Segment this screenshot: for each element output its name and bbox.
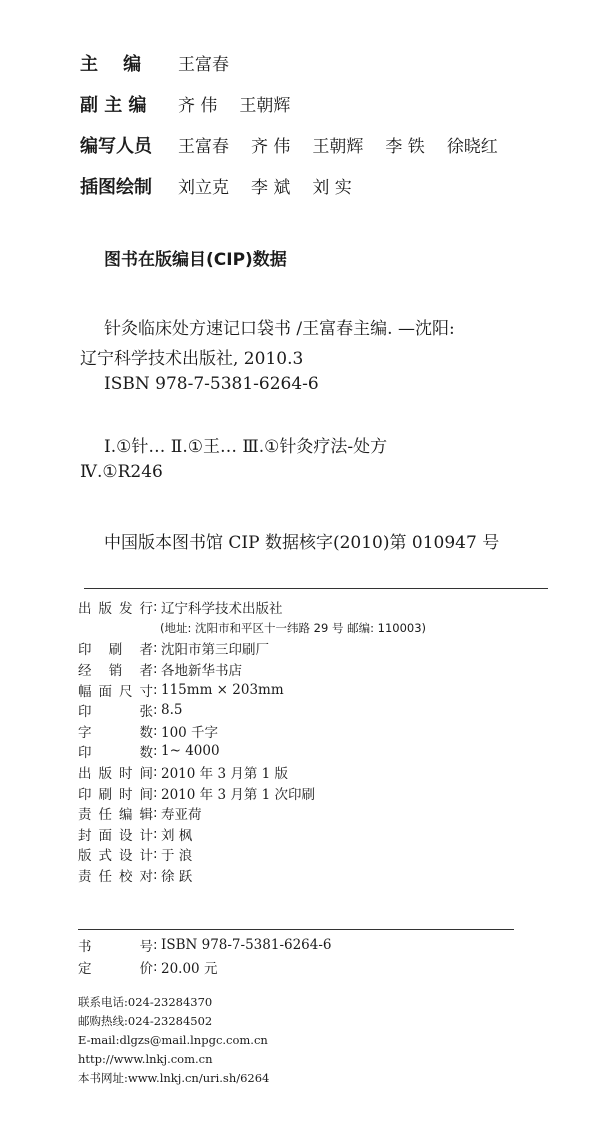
cip-classification	[80, 432, 580, 492]
pub-row: 印 张 : 8.5	[78, 702, 183, 721]
credit-row-illustrators	[80, 173, 520, 214]
field-value: 8.5	[161, 702, 183, 719]
cip-title: 图书在版编目(CIP)数据	[104, 250, 287, 270]
field-value: 1~ 4000	[161, 743, 220, 760]
field-label: 出 版 时 间	[78, 766, 153, 783]
field-value: 各地新华书店	[161, 663, 242, 680]
field-label: 封 面 设 计	[78, 827, 153, 844]
field-value: 刘 枫	[161, 827, 193, 844]
credit-row-editor	[80, 50, 520, 91]
field-label: 印 刷 者	[78, 642, 153, 659]
pub-row: 封 面 设 计 : 刘 枫	[78, 825, 193, 844]
contact-row: http : //www.lnkj.com.cn	[78, 1051, 213, 1066]
cip-line: 辽宁科学技术出版社, 2010.3	[80, 349, 304, 369]
credit-row-deputy-editor	[80, 91, 520, 132]
field-label: 幅 面 尺 寸	[78, 683, 153, 700]
field-label: 书 号	[78, 939, 153, 955]
credit-label: 插图绘制	[80, 177, 152, 198]
credits-block	[80, 50, 520, 214]
credit-name: 王朝辉	[312, 137, 364, 157]
pub-row: 字 数 : 100 千字	[78, 722, 219, 741]
price: 20.00 元	[161, 961, 218, 977]
field-label: 印 刷 时 间	[78, 786, 153, 803]
publication-details	[78, 597, 538, 885]
cip-line: 针灸临床处方速记口袋书 /王富春主编. —沈阳:	[104, 319, 455, 339]
price-row: 定 价 : 20.00 元	[78, 959, 218, 977]
contact-info	[78, 992, 269, 1087]
contact-row: 邮购热线 : 024-23284502	[78, 1013, 213, 1028]
pub-row: 责 任 编 辑 : 寿亚荷	[78, 805, 202, 824]
field-value: 2010 年 3 月第 1 次印刷	[161, 786, 315, 803]
field-value: 100 千字	[161, 724, 219, 741]
pub-row: 幅 面 尺 寸 : 115mm × 203mm	[78, 681, 284, 700]
field-label: 版 式 设 计	[78, 848, 153, 865]
pub-row: 经 销 者 : 各地新华书店	[78, 661, 242, 680]
divider	[84, 588, 548, 589]
publisher-row: 出 版 发 行 : 辽宁科学技术出版社	[78, 599, 283, 618]
credit-name: 刘 实	[312, 178, 352, 198]
divider	[78, 929, 514, 930]
cip-isbn: ISBN 978-7-5381-6264-6	[104, 374, 319, 394]
field-value: 寿亚荷	[161, 807, 202, 824]
field-label: 责 任 校 对	[78, 869, 153, 886]
credit-name: 刘立克	[178, 178, 229, 198]
pub-row: 印 刷 者 : 沈阳市第三印刷厂	[78, 640, 269, 659]
credit-name: 齐 伟	[251, 137, 291, 157]
book-number: ISBN 978-7-5381-6264-6	[161, 937, 332, 953]
credit-name: 王富春	[178, 55, 229, 75]
credit-row-writers	[80, 132, 520, 173]
field-label: 责 任 编 辑	[78, 807, 153, 824]
credit-name: 王富春	[178, 137, 229, 157]
contact-row: 联系电话 : 024-23284370	[78, 994, 213, 1009]
pub-row: 印 刷 时 间 : 2010 年 3 月第 1 次印刷	[78, 784, 315, 803]
field-label: 经 销 者	[78, 663, 153, 680]
field-value: 2010 年 3 月第 1 版	[161, 766, 288, 783]
field-value: 徐 跃	[161, 869, 193, 886]
classification-line: Ⅳ.①R246	[80, 462, 163, 482]
field-label: 定 价	[78, 961, 153, 977]
field-label: 印 数	[78, 745, 153, 762]
credit-name: 齐 伟	[178, 96, 218, 116]
pub-row: 出 版 时 间 : 2010 年 3 月第 1 版	[78, 764, 288, 783]
field-value: 于 浪	[161, 848, 193, 865]
book-number-row: 书 号 : ISBN 978-7-5381-6264-6	[78, 937, 332, 955]
field-label: 出 版 发 行	[78, 601, 153, 618]
credit-label: 编写人员	[80, 136, 152, 157]
publisher-name: 辽宁科学技术出版社	[161, 601, 283, 618]
pub-row: 责 任 校 对 : 徐 跃	[78, 867, 193, 886]
credit-label: 副 主 编	[80, 95, 147, 116]
field-label: 字 数	[78, 724, 153, 741]
credit-name: 李 斌	[251, 178, 291, 198]
pub-row: 版 式 设 计 : 于 浪	[78, 846, 193, 865]
classification-line: Ⅰ.①针… Ⅱ.①王… Ⅲ.①针灸疗法-处方	[104, 437, 388, 457]
field-label: 印 张	[78, 704, 153, 721]
field-value: 沈阳市第三印刷厂	[161, 642, 269, 659]
credit-name: 徐晓红	[446, 137, 498, 157]
credit-label: 主 编	[80, 54, 142, 75]
book-number-price	[78, 934, 332, 978]
pub-row: 印 数 : 1~ 4000	[78, 743, 220, 762]
publisher-address: (地址: 沈阳市和平区十一纬路 29 号 邮编: 110003)	[160, 620, 427, 635]
contact-row: 本书网址 : www.lnkj.cn/uri.sh/6264	[78, 1070, 270, 1085]
field-value: 115mm × 203mm	[161, 681, 284, 698]
cip-record-number: 中国版本图书馆 CIP 数据核字(2010)第 010947 号	[104, 533, 500, 553]
credit-name: 王朝辉	[239, 96, 291, 116]
cip-entry	[80, 314, 580, 404]
contact-row: E-mail : dlgzs@mail.lnpgc.com.cn	[78, 1032, 268, 1047]
credit-name: 李 铁	[385, 137, 425, 157]
